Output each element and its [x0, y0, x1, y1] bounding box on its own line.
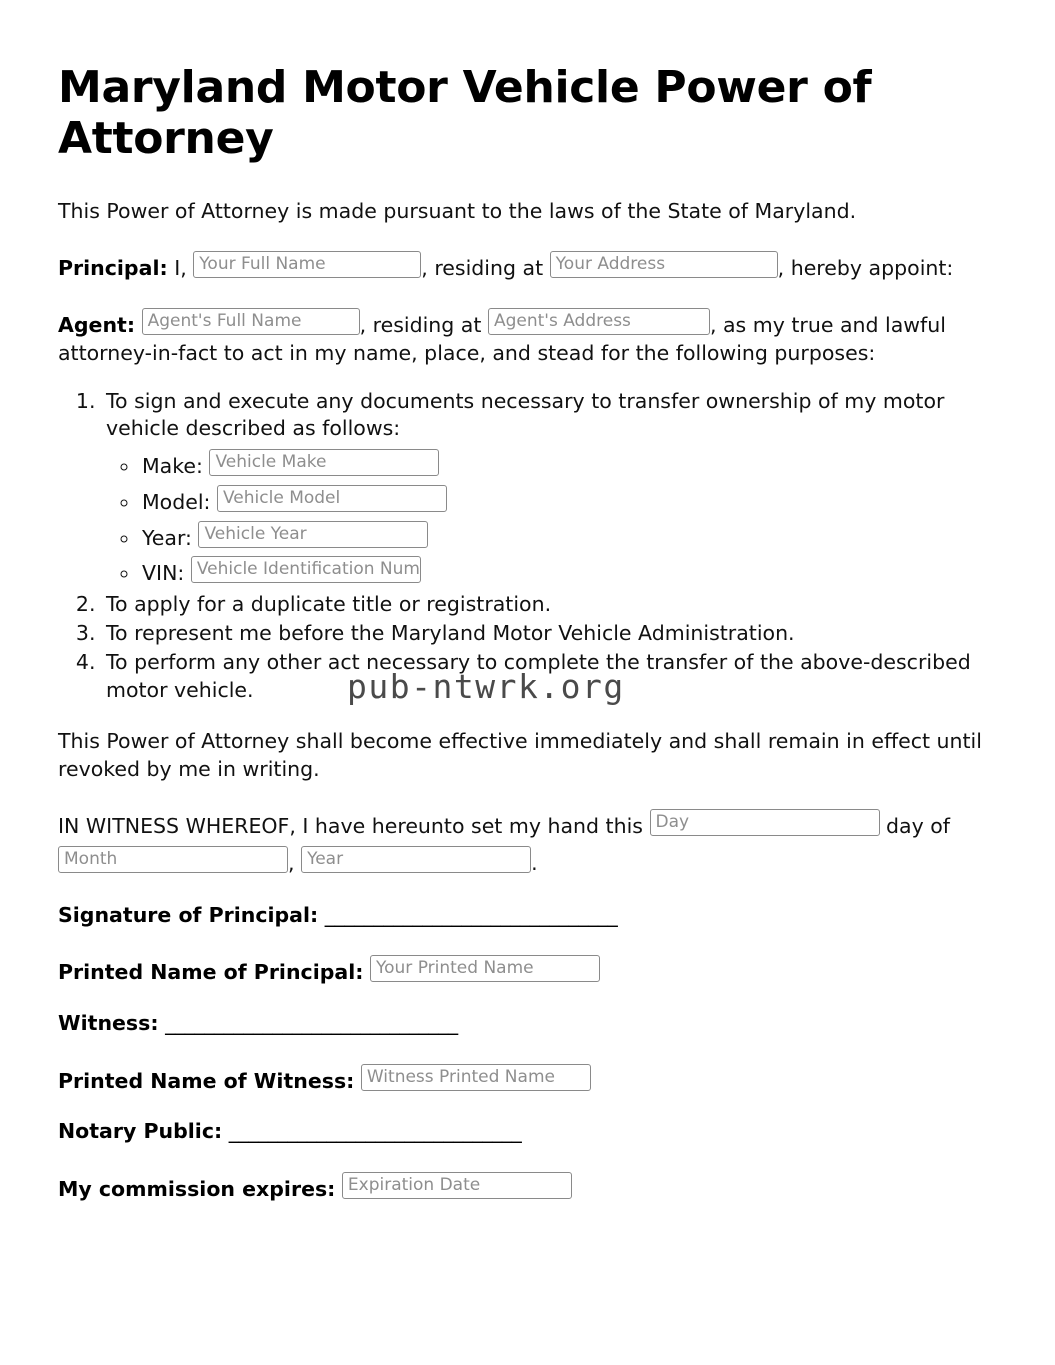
witness-clause-comma: , [288, 850, 295, 875]
agent-label: Agent: [58, 312, 136, 337]
printed-witness-input[interactable]: Witness Printed Name [361, 1064, 591, 1091]
agent-residing-text: , residing at [359, 312, 482, 337]
witness-signature-line[interactable]: ______________________________ [165, 1010, 458, 1035]
vehicle-make-label: Make: [142, 454, 203, 479]
commission-expires-input[interactable]: Expiration Date [342, 1172, 572, 1199]
purpose-item-2: 2. To apply for a duplicate title or registration. [102, 591, 997, 619]
printed-principal-label: Printed Name of Principal: [58, 960, 364, 985]
purpose-item-1-text: To sign and execute any documents necessary to transfer ownership of my motor vehicle described as follows: [106, 388, 945, 441]
principal-appoint-text: , hereby appoint: [777, 255, 954, 280]
notary-line[interactable]: ______________________________ [228, 1119, 522, 1144]
commission-expires-row [58, 1169, 997, 1203]
purpose-item-4: 4. To perform any other act necessary to complete the transfer of the above-described motor vehicle. [102, 649, 997, 705]
purpose-item-1 [102, 388, 997, 587]
agent-purposes-text: , as my true and lawful attorney-in-fact to act in my name, place, and stead for the following purposes: [58, 312, 946, 365]
witness-clause-lead: IN WITNESS WHEREOF, I have hereunto set my hand this [58, 814, 643, 839]
vehicle-year-input[interactable]: Vehicle Year [198, 521, 428, 548]
principal-name-input[interactable]: Your Full Name [193, 251, 421, 278]
principal-paragraph [58, 248, 997, 283]
vehicle-year-row [140, 518, 997, 552]
intro-paragraph: This Power of Attorney is made pursuant to the laws of the State of Maryland. [58, 199, 857, 224]
vehicle-vin-input[interactable]: Vehicle Identification Num [191, 556, 421, 583]
month-input[interactable]: Month [58, 846, 288, 873]
agent-paragraph [58, 305, 997, 368]
signature-principal-label: Signature of Principal: [58, 902, 319, 927]
agent-address-input[interactable]: Agent's Address [488, 308, 710, 335]
witness-signature-row [58, 1010, 997, 1037]
principal-residing-text: , residing at [421, 255, 544, 280]
vehicle-model-label: Model: [142, 489, 211, 514]
vehicle-make-input[interactable]: Vehicle Make [209, 449, 439, 476]
printed-principal-row [58, 952, 997, 986]
effective-paragraph: This Power of Attorney shall become effective immediately and shall remain in effect until revoked by me in writing. [58, 729, 982, 782]
page-title: Maryland Motor Vehicle Power of Attorney [58, 62, 872, 165]
witness-clause-mid: day of [886, 814, 951, 839]
notary-label: Notary Public: [58, 1119, 223, 1144]
vehicle-make-row [140, 446, 997, 480]
commission-expires-label: My commission expires: [58, 1176, 336, 1201]
agent-name-input[interactable]: Agent's Full Name [142, 308, 360, 335]
watermark-text: pub-ntwrk.org [347, 667, 625, 706]
purpose-item-3: 3. To represent me before the Maryland Motor Vehicle Administration. [102, 620, 997, 648]
principal-before-name: I, [174, 255, 187, 280]
signature-principal-row [58, 902, 997, 929]
vehicle-model-row [140, 482, 997, 516]
printed-principal-input[interactable]: Your Printed Name [370, 955, 600, 982]
signature-principal-line[interactable]: ______________________________ [324, 902, 618, 927]
day-input[interactable]: Day [650, 809, 880, 836]
vehicle-vin-row [140, 553, 997, 587]
vehicle-vin-label: VIN: [142, 561, 185, 586]
purposes-list [58, 388, 997, 705]
vehicle-year-label: Year: [142, 525, 192, 550]
witness-clause-period: . [531, 850, 538, 875]
notary-row [58, 1118, 997, 1145]
vehicle-details-list [106, 446, 997, 587]
witness-clause-paragraph [58, 806, 997, 880]
principal-label: Principal: [58, 255, 168, 280]
printed-witness-row [58, 1061, 997, 1095]
vehicle-model-input[interactable]: Vehicle Model [217, 485, 447, 512]
principal-address-input[interactable]: Your Address [550, 251, 778, 278]
year-input[interactable]: Year [301, 846, 531, 873]
printed-witness-label: Printed Name of Witness: [58, 1068, 355, 1093]
witness-signature-label: Witness: [58, 1010, 159, 1035]
